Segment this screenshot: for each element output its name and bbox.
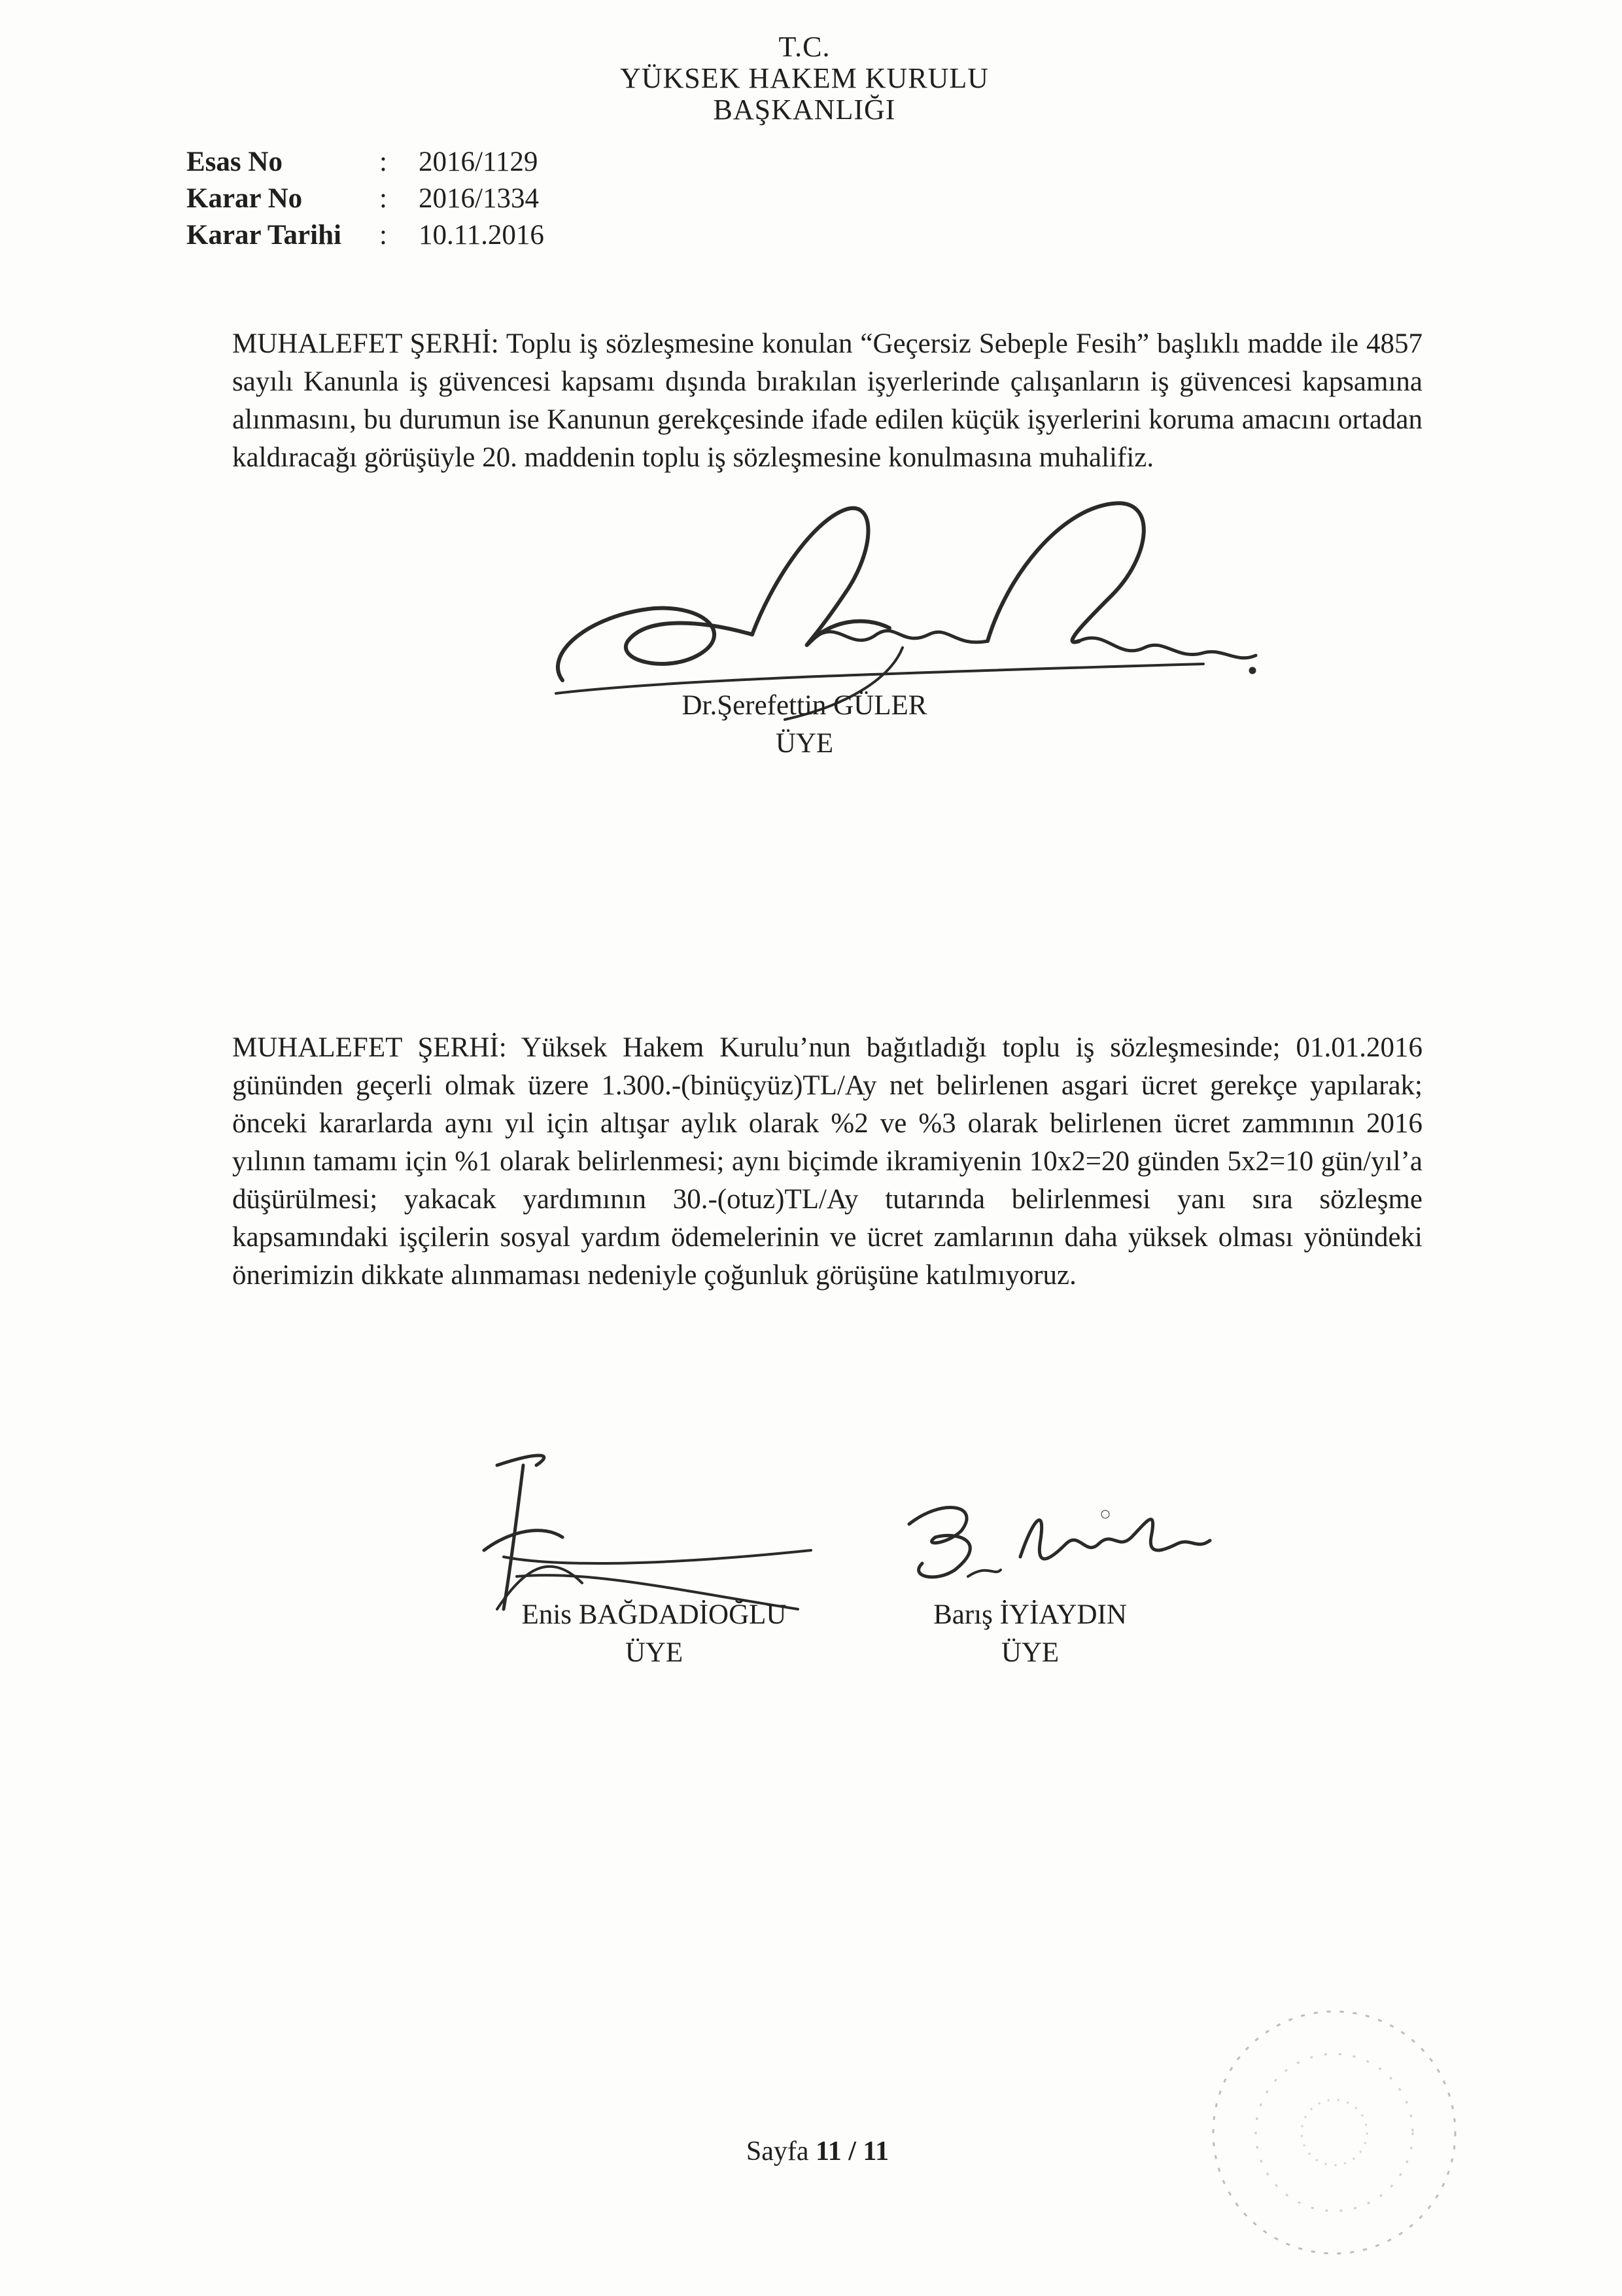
signer-role: ÜYE [775, 728, 834, 759]
signature-iyiaydin [883, 1485, 1223, 1596]
meta-sep: : [379, 220, 387, 251]
signer-name: Barış İYİAYDIN [933, 1599, 1127, 1630]
page-footer [674, 2136, 961, 2167]
faint-seal-stamp [1190, 1982, 1478, 2296]
dissent-paragraph-2: MUHALEFET ŞERHİ: Yüksek Hakem Kurulu’nun bağıtladığı toplu iş sözleşmesinde; 01.01.2016 gününden geçerli olmak üzere 1.300.-(binüçyüz)TL/Ay net belirlenen asgari ücret gerekçe yapılarak; önceki kararlarda aynı yıl için altışar aylık olarak %2 ve %3 olarak belirlenen ücret zammının 2016 yılının tamamı için %1 olarak belirlenmesi; aynı biçimde ikramiyenin 10x2=20 günden 5x2=10 gün/yıl’a düşürülmesi; yakacak yardımının 30.-(otuz)TL/Ay tutarında belirlenmesi yanı sıra sözleşme kapsamındaki işçilerin sosyal yardım ödemelerinin ve ücret zamlarının daha yüksek olması yönündeki önerimizin dikkate alınmaması nedeniyle çoğunluk görüşüne katılmıyoruz. [232, 1032, 1423, 1291]
signer-name: Enis BAĞDADİOĞLU [521, 1599, 787, 1630]
signer-name: Dr.Şerefettin GÜLER [682, 690, 927, 721]
meta-value: 10.11.2016 [419, 220, 544, 251]
meta-label: Esas No [186, 147, 283, 177]
meta-label: Karar No [186, 183, 303, 214]
meta-value: 2016/1129 [419, 147, 538, 177]
dissent-paragraph-1: MUHALEFET ŞERHİ: Toplu iş sözleşmesine konulan “Geçersiz Sebeple Fesih” başlıklı madde ile 4857 sayılı Kanunla iş güvencesi kapsamı dışında bırakılan işyerlerinde çalışanların iş güvencesi kapsamına alınmasını, bu durumun ise Kanunun gerekçesinde ifade edilen küçük işyerlerini koruma amacını ortadan kaldıracağı görüşüyle 20. maddenin toplu iş sözleşmesine konulmasına muhalifiz. [232, 328, 1423, 473]
institution-header [458, 31, 1151, 126]
page-number: 11 / 11 [816, 2136, 889, 2166]
header-line-institution: YÜKSEK HAKEM KURULU [619, 62, 990, 94]
page-label: Sayfa [746, 2136, 816, 2166]
signer-block-bagdadioglu [471, 1596, 837, 1672]
meta-sep: : [379, 183, 387, 214]
meta-value: 2016/1334 [419, 183, 539, 214]
header-line-presidency: BAŞKANLIĞI [713, 94, 896, 126]
case-metadata [186, 144, 544, 254]
signer-role: ÜYE [1001, 1637, 1060, 1668]
meta-row-karar [186, 181, 544, 217]
meta-row-esas [186, 144, 544, 181]
meta-label: Karar Tarihi [186, 220, 341, 251]
signer-block-guler [641, 687, 968, 763]
header-line-tc: T.C. [778, 31, 831, 63]
signer-block-iyiaydin [880, 1596, 1181, 1672]
signer-role: ÜYE [625, 1637, 683, 1668]
meta-sep: : [379, 147, 387, 177]
meta-row-tarih [186, 217, 544, 254]
